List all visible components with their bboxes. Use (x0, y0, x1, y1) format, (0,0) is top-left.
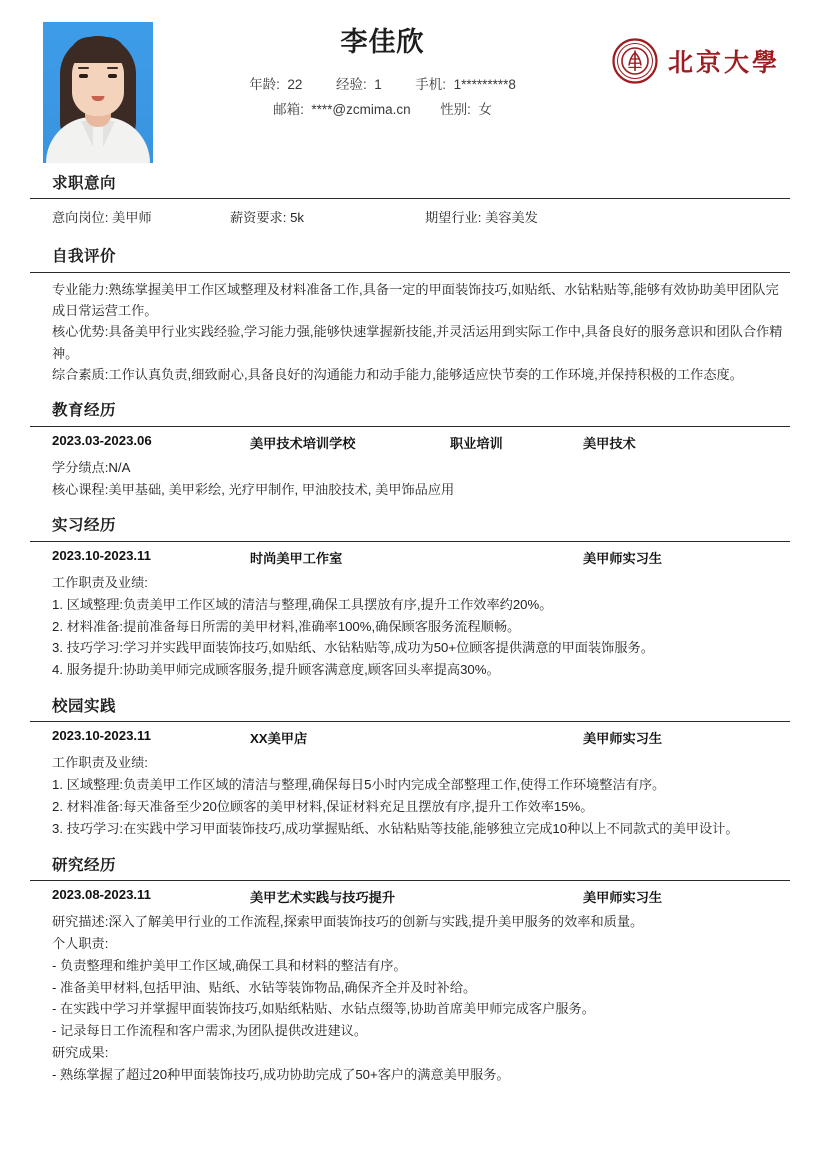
campus-practice-entry (30, 728, 790, 839)
section-internship (30, 514, 790, 681)
self-eval-paragraph: 核心优势:具备美甲行业实践经验,学习能力强,能够快速掌握新技能,并灵活运用到实际工作中,具备良好的服务意识和团队合作精神。 (52, 324, 783, 361)
self-eval-paragraph: 综合素质:工作认真负责,细致耐心,具备良好的沟通能力和动手能力,能够适应快节奏的工作环境,并保持积极的工作态度。 (52, 367, 743, 382)
education-entry-header (30, 433, 790, 455)
phone-label: 手机: (415, 76, 447, 92)
campus-practice-detail-line: 2. 材料准备:每天准备至少20位顾客的美甲材料,保证材料充足且摆放有序,提升工作效率15%。 (52, 799, 594, 815)
gender-value: 女 (478, 102, 492, 118)
research-project: 美甲艺术实践与技巧提升 (250, 889, 396, 905)
gender-label: 性别: (440, 102, 471, 118)
section-job-intent (30, 172, 790, 231)
job-intent-row (30, 207, 790, 231)
internship-detail-line: 3. 技巧学习:学习并实践甲面装饰技巧,如贴纸、水钻粘贴等,成功为50+位顾客提供满意的甲面装饰服务。 (52, 640, 654, 656)
campus-practice-detail-line: 工作职责及业绩: (52, 755, 148, 771)
intent-industry-label: 期望行业: (425, 210, 482, 226)
gender-field (440, 97, 492, 123)
phone-field (415, 72, 516, 98)
section-body-internship (30, 542, 790, 682)
internship-detail-line: 4. 服务提升:协助美甲师完成顾客服务,提升顾客满意度,顾客回头率提高30%。 (52, 662, 500, 678)
intent-industry (425, 207, 538, 226)
meta-line-2 (153, 97, 612, 123)
phone-value: 1*********8 (453, 76, 516, 92)
intent-position-label: 意向岗位: (52, 210, 109, 226)
campus-practice-date: 2023.10-2023.11 (52, 728, 152, 744)
candidate-name: 李佳欣 (340, 27, 425, 57)
internship-detail-line: 工作职责及业绩: (52, 574, 148, 590)
section-title-self-evaluation: 自我评价 (52, 248, 117, 266)
section-body-education (30, 427, 790, 501)
school-logo (612, 22, 780, 84)
internship-company: 时尚美甲工作室 (250, 550, 343, 566)
section-title-research: 研究经历 (52, 856, 117, 874)
campus-practice-company: XX美甲店 (250, 731, 308, 747)
research-detail-line: 研究成果: (52, 1045, 109, 1061)
photo-brow-left (78, 67, 89, 69)
research-detail-line: - 负责整理和维护美甲工作区域,确保工具和材料的整洁有序。 (52, 957, 407, 973)
age-field (249, 72, 302, 98)
intent-salary-label: 薪资要求: (230, 210, 287, 226)
education-detail-line: 学分绩点:N/A (52, 459, 131, 475)
education-detail-line: 核心课程:美甲基础, 美甲彩绘, 光疗甲制作, 甲油胶技术, 美甲饰品应用 (52, 481, 455, 497)
education-entry (30, 433, 790, 501)
research-detail-line: 个人职责: (52, 935, 109, 951)
internship-date: 2023.10-2023.11 (52, 547, 152, 563)
photo-eye-right (108, 74, 117, 78)
peking-university-seal-icon (612, 38, 658, 84)
email-value: ****@zcmima.cn (311, 102, 411, 118)
research-detail-line: - 熟练掌握了超过20种甲面装饰技巧,成功协助完成了50+客户的满意美甲服务。 (52, 1067, 510, 1083)
section-body-self-evaluation (30, 273, 790, 386)
education-major: 美甲技术 (583, 435, 636, 451)
age-label: 年龄: (249, 76, 280, 92)
section-title-education: 教育经历 (52, 402, 117, 420)
resume-header (30, 0, 790, 158)
internship-detail-line: 2. 材料准备:提前准备每日所需的美甲材料,准确率100%,确保顾客服务流程顺畅。 (52, 618, 521, 634)
research-detail-line: - 记录每日工作流程和客户需求,为团队提供改进建议。 (52, 1023, 368, 1039)
school-name: 北京大學 (667, 50, 780, 77)
section-body-campus-practice (30, 722, 790, 839)
research-date: 2023.08-2023.11 (52, 886, 152, 902)
campus-practice-role: 美甲师实习生 (583, 731, 663, 747)
self-eval-paragraph: 专业能力:熟练掌握美甲工作区域整理及材料准备工作,具备一定的甲面装饰技巧,如贴纸、水钻粘贴等,能够有效协助美甲团队完成日常运营工作。 (52, 281, 779, 318)
experience-label: 经验: (335, 76, 367, 92)
intent-position (52, 207, 152, 226)
internship-role: 美甲师实习生 (583, 550, 663, 566)
intent-salary-value: 5k (290, 210, 305, 226)
section-title-internship: 实习经历 (52, 517, 117, 535)
section-self-evaluation (30, 245, 790, 385)
age-value: 22 (287, 76, 303, 92)
campus-practice-detail-line: 3. 技巧学习:在实践中学习甲面装饰技巧,成功掌握贴纸、水钻粘贴等技能,能够独立完成10种以上不同款式的美甲设计。 (52, 821, 739, 837)
research-detail-line: - 准备美甲材料,包括甲油、贴纸、水钻等装饰物品,确保齐全并及时补给。 (52, 979, 477, 995)
section-title-campus-practice: 校园实践 (52, 698, 117, 716)
candidate-photo (43, 22, 153, 163)
section-education (30, 399, 790, 500)
experience-value: 1 (374, 76, 382, 92)
identity-block (153, 22, 612, 123)
internship-detail-line: 1. 区域整理:负责美甲工作区域的清洁与整理,确保工具摆放有序,提升工作效率约20%。 (52, 596, 553, 612)
research-role: 美甲师实习生 (583, 889, 663, 905)
intent-industry-value: 美容美发 (485, 210, 538, 226)
research-entry (30, 887, 790, 1086)
photo-hair-front (69, 37, 127, 63)
section-research (30, 854, 790, 1087)
section-title-job-intent: 求职意向 (52, 175, 117, 192)
research-detail-line: - 在实践中学习并掌握甲面装饰技巧,如贴纸粘贴、水钻点缀等,协助首席美甲师完成客户服务。 (52, 1001, 595, 1017)
intent-position-value: 美甲师 (112, 210, 152, 226)
internship-entry (30, 548, 790, 682)
research-detail-line: 研究描述:深入了解美甲行业的工作流程,探索甲面装饰技巧的创新与实践,提升美甲服务的效率和质量。 (52, 913, 644, 929)
experience-field (336, 72, 382, 98)
internship-entry-header (30, 548, 790, 570)
education-school: 美甲技术培训学校 (250, 435, 356, 451)
photo-eye-left (79, 74, 88, 78)
campus-practice-detail-line: 1. 区域整理:负责美甲工作区域的清洁与整理,确保每日5小时内完成全部整理工作,使得工作环境整洁有序。 (52, 777, 666, 793)
email-label: 邮箱: (273, 102, 304, 118)
photo-brow-right (107, 67, 118, 69)
research-entry-header (30, 887, 790, 909)
intent-salary (230, 207, 304, 226)
campus-practice-entry-header (30, 728, 790, 750)
section-body-research (30, 881, 790, 1086)
education-type: 职业培训 (450, 435, 503, 451)
email-field (273, 97, 411, 123)
section-campus-practice (30, 695, 790, 839)
section-body-job-intent (30, 199, 790, 231)
meta-line-1 (153, 72, 612, 98)
education-date: 2023.03-2023.06 (52, 432, 152, 448)
